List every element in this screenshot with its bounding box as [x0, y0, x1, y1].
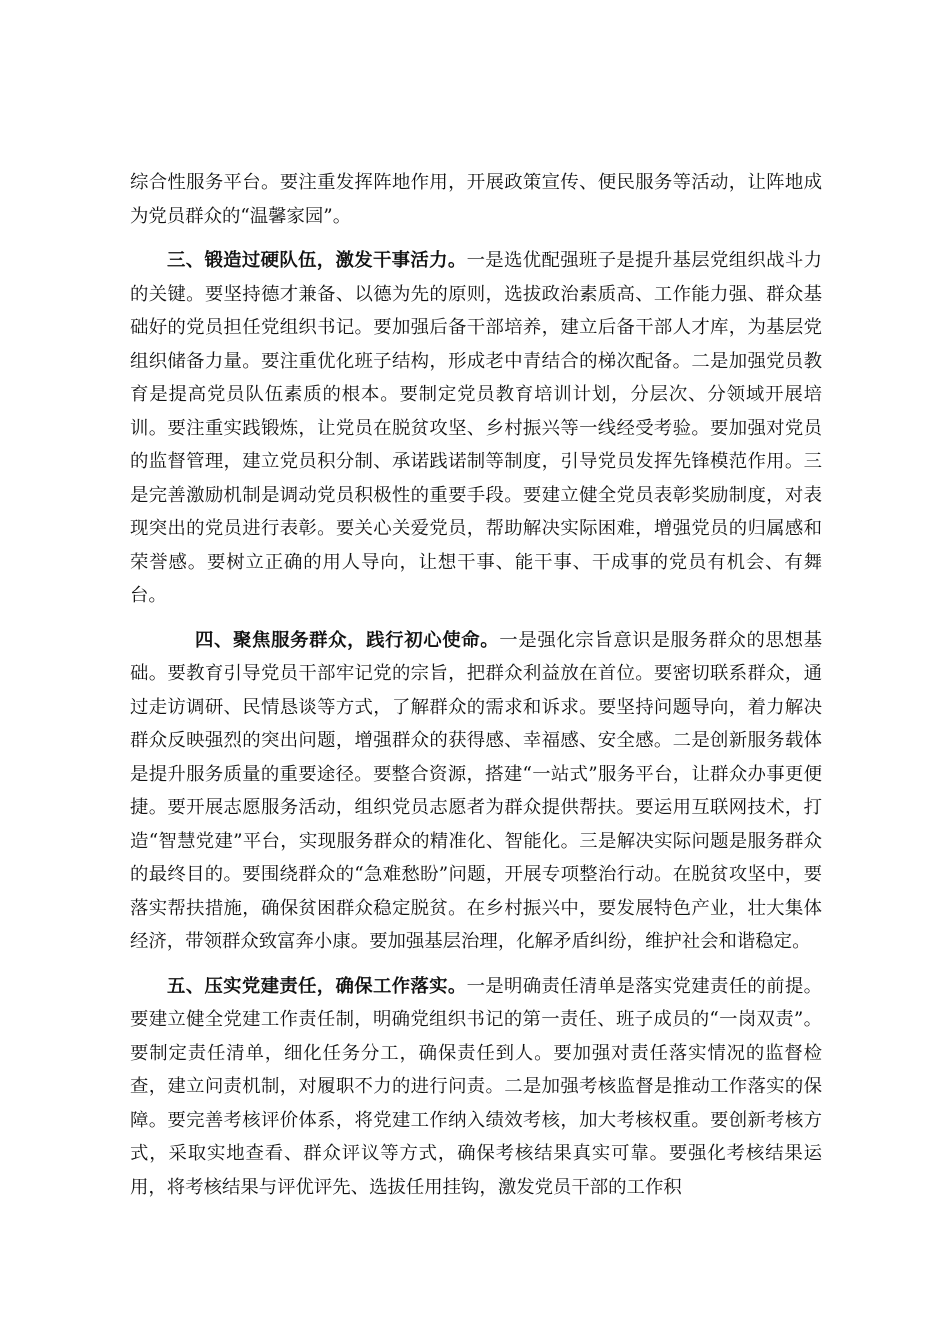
section-4-heading: 四、聚焦服务群众，践行初心使命。	[195, 629, 500, 651]
section-5-paragraph	[130, 970, 822, 1205]
section-5-body: 一是明确责任清单是落实党建责任的前提。要建立健全党建工作责任制，明确党组织书记的第一责任、班子成员的“一岗双责”。要制定责任清单，细化任务分工，确保责任到人。要加强对责任落实情况的监督检查，建立问责机制，对履职不力的进行问责。二是加强考核监督是推动工作落实的保障。要完善考核评价体系，将党建工作纳入绩效考核，加大考核权重。要创新考核方式，采取实地查看、群众评议等方式，确保考核结果真实可靠。要强化考核结果运用，将考核结果与评优评先、选拔任用挂钩，激发党员干部的工作积	[130, 975, 822, 1198]
section-3-heading: 三、锻造过硬队伍，激发干事活力。	[167, 250, 467, 271]
section-3-body: 一是选优配强班子是提升基层党组织战斗力的关键。要坚持德才兼备、以德为先的原则，选拔政治素质高、工作能力强、群众基础好的党员担任党组织书记。要加强后备干部培养，建立后备干部人才库，为基层党组织储备力量。要注重优化班子结构，形成老中青结合的梯次配备。二是加强党员教育是提高党员队伍素质的根本。要制定党员教育培训计划，分层次、分领域开展培训。要注重实践锻炼，让党员在脱贫攻坚、乡村振兴等一线经受考验。要加强对党员的监督管理，建立党员积分制、承诺践诺制等制度，引导党员发挥先锋模范作用。三是完善激励机制是调动党员积极性的重要手段。要建立健全党员表彰奖励制度，对表现突出的党员进行表彰。要关心关爱党员，帮助解决实际困难，增强党员的归属感和荣誉感。要树立正确的用人导向，让想干事、能干事、干成事的党员有机会、有舞台。	[130, 250, 822, 606]
continuation-paragraph	[130, 166, 822, 233]
continuation-text: 综合性服务平台。要注重发挥阵地作用，开展政策宣传、便民服务等活动，让阵地成为党员群众的“温馨家园”。	[130, 172, 822, 227]
section-4-body: 一是强化宗旨意识是服务群众的思想基础。要教育引导党员干部牢记党的宗旨，把群众利益放在首位。要密切联系群众，通过走访调研、民情恳谈等方式，了解群众的需求和诉求。要坚持问题导向，着力解决群众反映强烈的突出问题，增强群众的获得感、幸福感、安全感。二是创新服务载体是提升服务质量的重要途径。要整合资源，搭建“一站式”服务平台，让群众办事更便捷。要开展志愿服务活动，组织党员志愿者为群众提供帮扶。要运用互联网技术，打造“智慧党建”平台，实现服务群众的精准化、智能化。三是解决实际问题是服务群众的最终目的。要围绕群众的“急难愁盼”问题，开展专项整治行动。在脱贫攻坚中，要落实帮扶措施，确保贫困群众稳定脱贫。在乡村振兴中，要发展特色产业，壮大集体经济，带领群众致富奔小康。要加强基层治理，化解矛盾纠纷，维护社会和谐稳定。	[130, 629, 822, 952]
document-page	[130, 166, 822, 1204]
section-3-paragraph	[130, 244, 822, 613]
section-4-paragraph	[130, 624, 822, 959]
section-5-heading: 五、压实党建责任，确保工作落实。	[167, 975, 467, 997]
